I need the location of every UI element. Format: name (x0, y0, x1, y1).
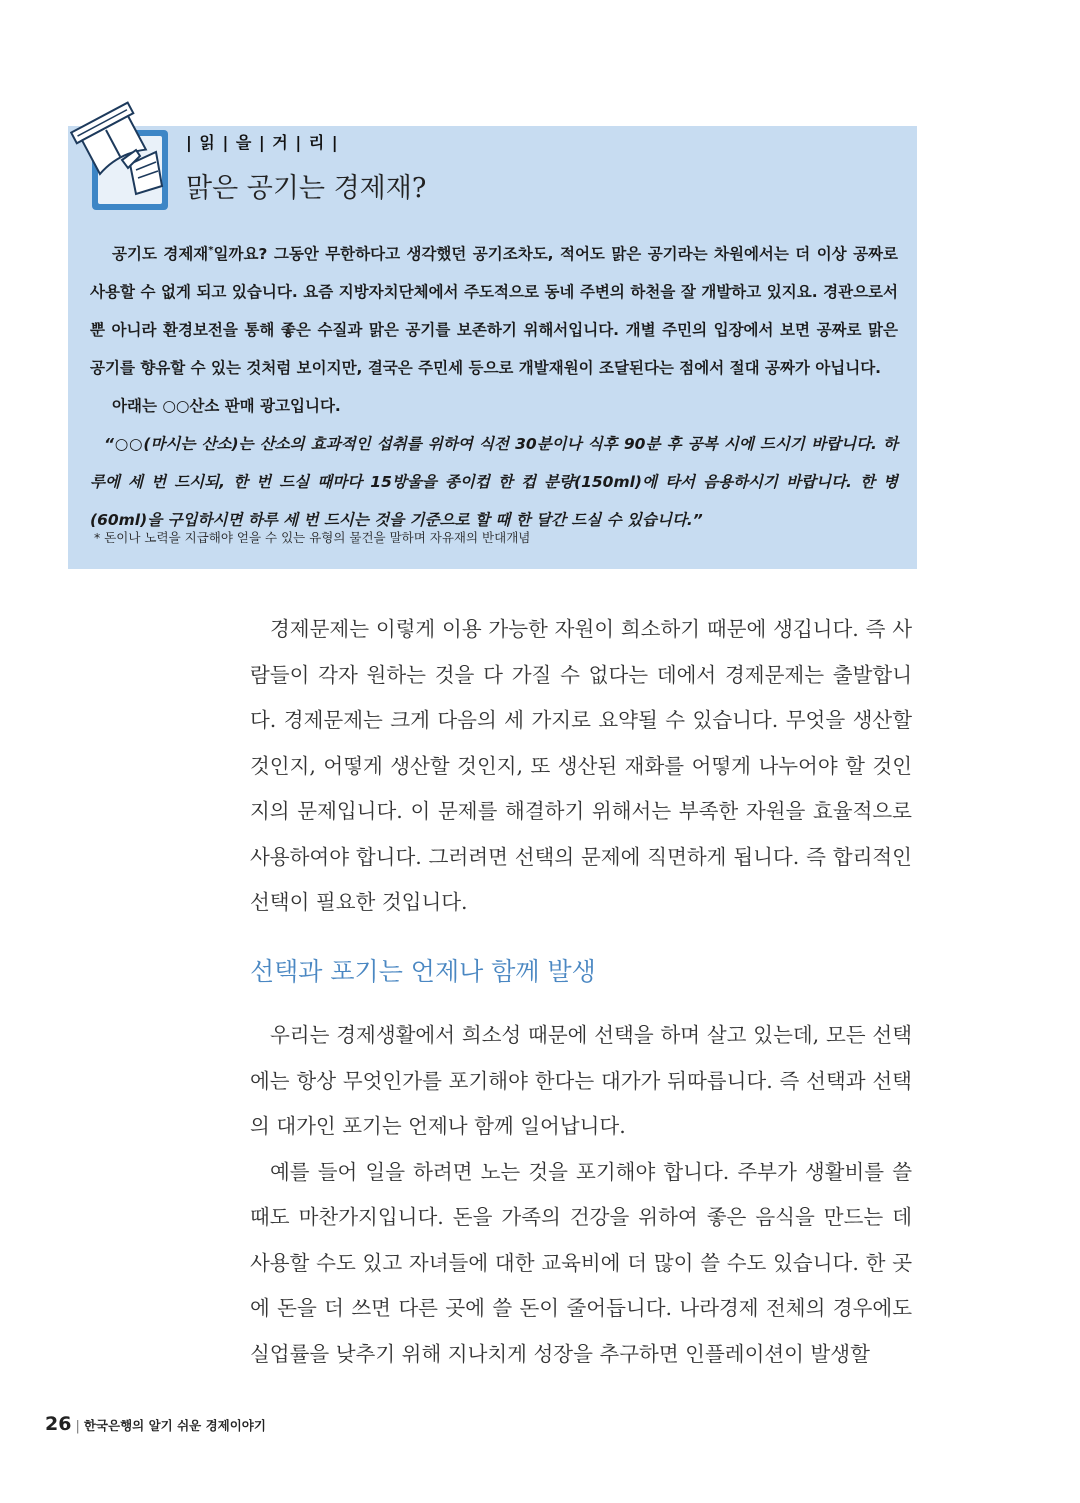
section-heading: 선택과 포기는 언제나 함께 발생 (250, 957, 596, 986)
body-paragraph-2: 우리는 경제생활에서 희소성 때문에 선택을 하며 살고 있는데, 모든 선택에는 항상 무엇인가를 포기해야 한다는 대가가 뒤따릅니다. 즉 선택과 선택의 대가인 포기는 언제나 함께 일어납니다. (250, 1023, 912, 1138)
reading-box-ad-quote: “○○(마시는 산소)는 산소의 효과적인 섭취를 위하여 식전 30분이나 식후 90분 후 공복 시에 드시기 바랍니다. 하루에 세 번 드시되, 한 번 드실 때마다 15방울을 종이컵 한 컵 분량(150ml)에 타서 음용하시기 바랍니다. 한 병(60ml)을 구입하시면 하루 세 번 드시는 것을 기준으로 할 때 한 달간 드실 수 있습니다.” (90, 435, 898, 530)
reading-box-kicker: | 읽 | 을 | 거 | 리 | (186, 133, 339, 152)
reading-book-icon (70, 90, 170, 212)
page-number: 26 (45, 1413, 72, 1435)
body-section-2 (250, 1013, 912, 1377)
body-paragraph-3: 예를 들어 일을 하려면 노는 것을 포기해야 합니다. 주부가 생활비를 쓸 때도 마찬가지입니다. 돈을 가족의 건강을 위하여 좋은 음식을 만드는 데 사용할 수도 있고 자녀들에 대한 교육비에 더 많이 쓸 수도 있습니다. 한 곳에 돈을 더 쓰면 다른 곳에 쓸 돈이 줄어듭니다. 나라경제 전체의 경우에도 실업률을 낮추기 위해 지나치게 성장을 추구하면 인플레이션이 발생할 (250, 1159, 912, 1366)
body-paragraph-1: 경제문제는 이렇게 이용 가능한 자원이 희소하기 때문에 생깁니다. 즉 사람들이 각자 원하는 것을 다 가질 수 없다는 데에서 경제문제는 출발합니다. 경제문제는 크게 다음의 세 가지로 요약될 수 있습니다. 무엇을 생산할 것인지, 어떻게 생산할 것인지, 또 생산된 재화를 어떻게 나누어야 할 것인지의 문제입니다. 이 문제를 해결하기 위해서는 부족한 자원을 효율적으로 사용하여야 합니다. 그러려면 선택의 문제에 직면하게 됩니다. 즉 합리적인 선택이 필요한 것입니다. (250, 617, 912, 914)
book-title: 한국은행의 알기 쉬운 경제이야기 (83, 1418, 266, 1433)
paragraph-rest: 일까요? 그동안 무한하다고 생각했던 공기조차도, 적어도 맑은 공기라는 차원에서는 더 이상 공짜로 사용할 수 없게 되고 있습니다. 요즘 지방자치단체에서 주도적으로 동네 주변의 하천을 잘 개발하고 있지요. 경관으로서뿐 아니라 환경보전을 통해 좋은 수질과 맑은 공기를 보존하기 위해서입니다. 개별 주민의 입장에서 보면 공짜로 맑은 공기를 향유할 수 있는 것처럼 보이지만, 결국은 주민세 등으로 개발재원이 조달된다는 점에서 절대 공짜가 아닙니다. (90, 245, 898, 378)
reading-box-title: 맑은 공기는 경제재? (186, 173, 427, 204)
footnote: * 돈이나 노력을 지급해야 얻을 수 있는 유형의 물건을 말하며 자유재의 반대개념 (94, 530, 531, 545)
body-section-1 (250, 607, 912, 926)
page-footer (45, 1413, 266, 1435)
reading-box-ad-intro: 아래는 ○○산소 판매 광고입니다. (112, 397, 341, 416)
paragraph-lead: 공기도 (112, 245, 164, 264)
reading-box-paragraph (90, 232, 898, 387)
reading-box-text (90, 232, 898, 539)
term-economic-good: 경제재 (163, 245, 209, 264)
footer-separator: | (75, 1419, 80, 1434)
footnote-mark: * (208, 245, 214, 256)
